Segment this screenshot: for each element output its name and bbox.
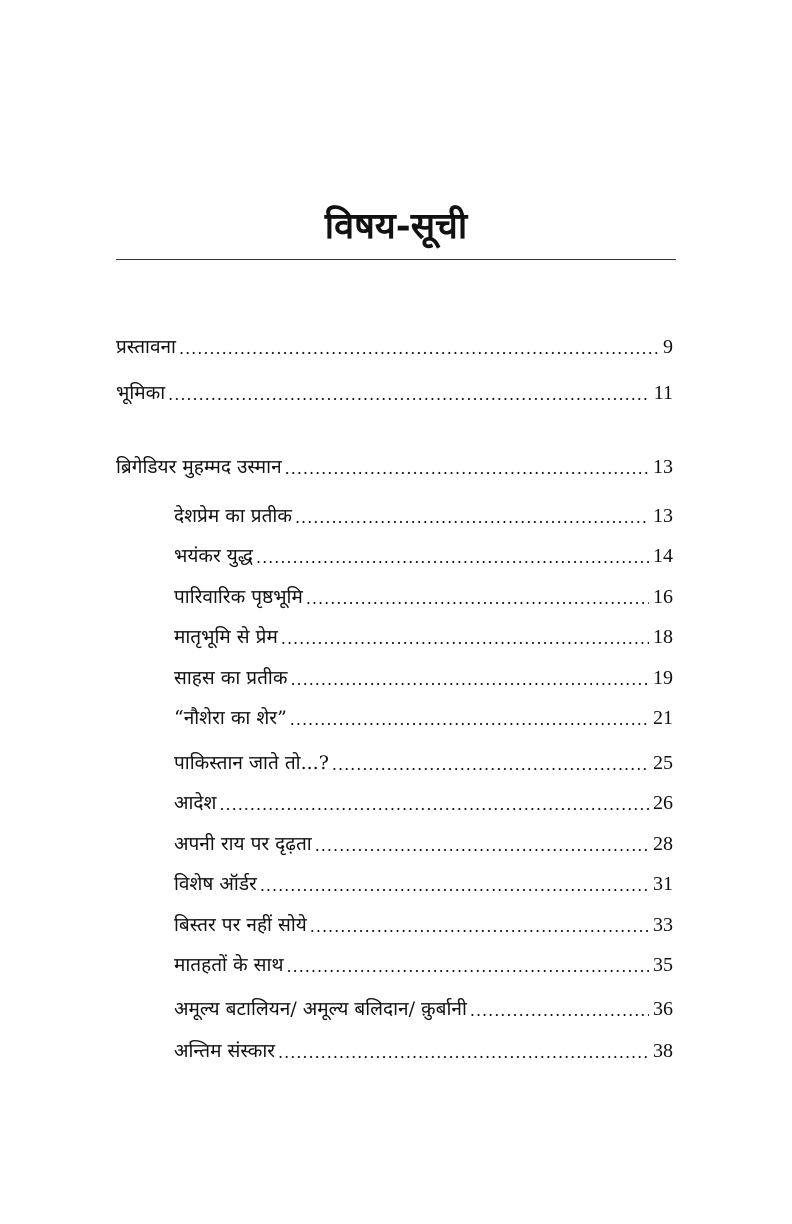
toc-entry-label: प्रस्तावना xyxy=(116,336,176,358)
dot-leader xyxy=(285,456,649,482)
dot-leader xyxy=(310,914,649,940)
toc-entry-label: साहस का प्रतीक xyxy=(174,667,288,689)
title-divider xyxy=(116,259,676,260)
toc-entry-bhumika[interactable] xyxy=(116,378,673,408)
toc-entry-label: भयंकर युद्ध xyxy=(174,545,253,567)
toc-entry-label: मातहतों के साथ xyxy=(174,954,284,976)
toc-entry-page: 33 xyxy=(653,914,673,936)
toc-entry-page: 14 xyxy=(653,545,673,567)
toc-entry-label: देशप्रेम का प्रतीक xyxy=(174,505,292,527)
toc-entry-page: 13 xyxy=(653,456,673,478)
dot-leader xyxy=(290,667,649,693)
dot-leader xyxy=(168,382,650,408)
toc-entry-page: 21 xyxy=(653,707,673,729)
toc-entry-page: 28 xyxy=(653,833,673,855)
dot-leader xyxy=(315,833,649,859)
toc-entry-label: पाकिस्तान जाते तो...? xyxy=(174,752,329,774)
toc-entry-page: 31 xyxy=(653,873,673,895)
toc-entry-label: अपनी राय पर दृढ़ता xyxy=(174,833,312,855)
toc-entry-page: 13 xyxy=(653,505,673,527)
toc-entry-page: 18 xyxy=(653,626,673,648)
toc-entry-page: 36 xyxy=(653,998,673,1020)
toc-entry-label: “नौशेरा का शेर” xyxy=(174,707,287,729)
toc-section[interactable] xyxy=(174,748,673,778)
toc-section[interactable] xyxy=(174,950,673,980)
toc-entry-label: ब्रिगेडियर मुहम्मद उस्मान xyxy=(116,456,282,478)
page-title: विषय-सूची xyxy=(324,205,468,247)
toc-section[interactable] xyxy=(174,829,673,859)
toc-section[interactable] xyxy=(174,663,673,693)
toc-section[interactable] xyxy=(174,582,673,612)
toc-entry-label: मातृभूमि से प्रेम xyxy=(174,626,278,648)
toc-section[interactable] xyxy=(174,1036,673,1066)
toc-entry-label: विशेष ऑर्डर xyxy=(174,873,257,895)
toc-entry-label: अमूल्य बटालियन/ अमूल्य बलिदान/ क़ुर्बानी xyxy=(174,998,467,1020)
toc-entry-label: बिस्तर पर नहीं सोये xyxy=(174,914,307,936)
dot-leader xyxy=(278,1040,649,1066)
toc-entry-page: 11 xyxy=(653,382,673,404)
toc-entry-label: अन्तिम संस्कार xyxy=(174,1040,276,1062)
toc-section[interactable] xyxy=(174,788,673,818)
toc-section[interactable] xyxy=(174,703,673,733)
toc-entry-page: 35 xyxy=(653,954,673,976)
toc-entry-prastavana[interactable] xyxy=(116,332,673,362)
dot-leader xyxy=(470,998,649,1024)
toc-entry-page: 38 xyxy=(653,1040,673,1062)
toc-section[interactable] xyxy=(174,994,673,1024)
toc-entry-label: आदेश xyxy=(174,792,217,814)
toc-section[interactable] xyxy=(174,910,673,940)
toc-chapter-brigadier-usman[interactable] xyxy=(116,452,673,482)
dot-leader xyxy=(290,707,649,733)
toc-entry-page: 19 xyxy=(653,667,673,689)
toc-entry-label: भूमिका xyxy=(116,382,166,404)
dot-leader xyxy=(306,586,649,612)
toc-entry-label: पारिवारिक पृष्ठभूमि xyxy=(174,586,303,608)
toc-section[interactable] xyxy=(174,869,673,899)
dot-leader xyxy=(260,873,649,899)
toc-section[interactable] xyxy=(174,541,673,571)
toc-section[interactable] xyxy=(174,622,673,652)
toc-entry-page: 9 xyxy=(663,336,673,358)
toc-entry-page: 25 xyxy=(653,752,673,774)
toc-entry-page: 16 xyxy=(653,586,673,608)
dot-leader xyxy=(287,954,649,980)
dot-leader xyxy=(179,336,659,362)
dot-leader xyxy=(256,545,649,571)
dot-leader xyxy=(332,752,649,778)
toc-section[interactable] xyxy=(174,501,673,531)
dot-leader xyxy=(295,505,649,531)
dot-leader xyxy=(281,626,649,652)
toc-entry-page: 26 xyxy=(653,792,673,814)
dot-leader xyxy=(219,792,649,818)
